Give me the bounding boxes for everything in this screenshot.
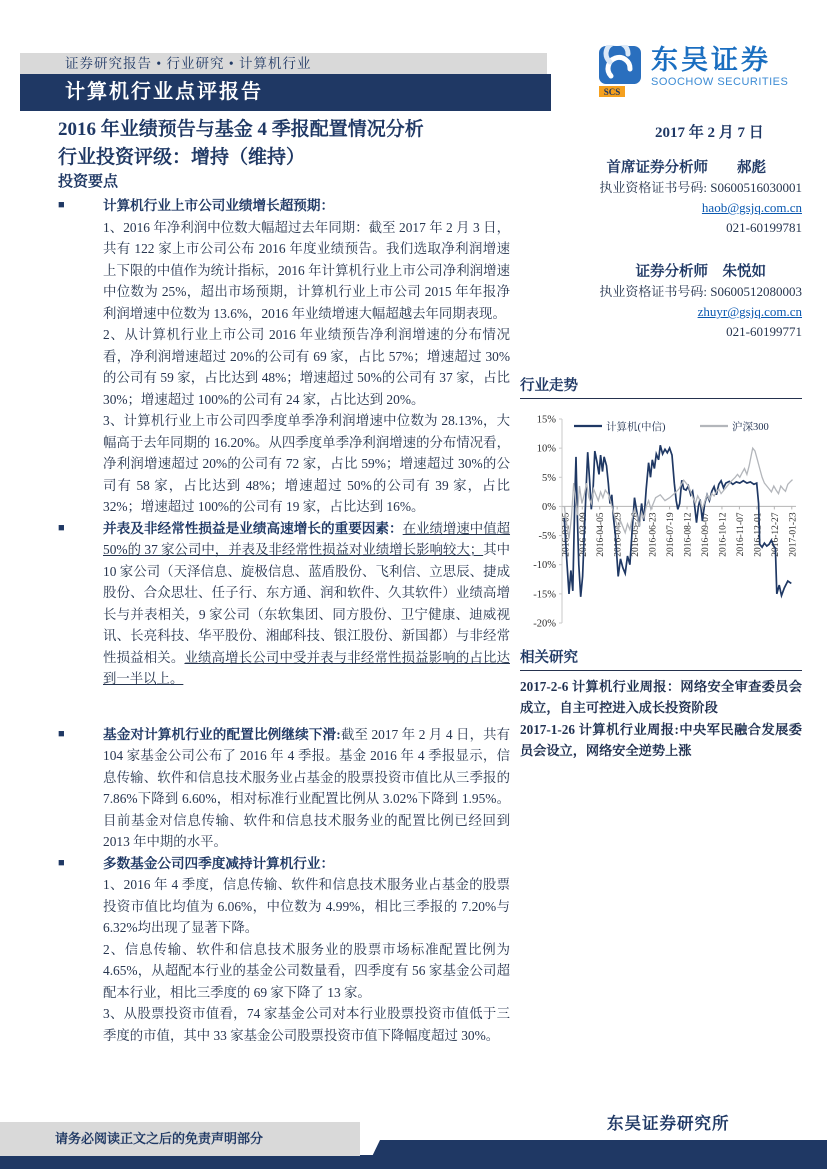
brand-name-cn: 东吴证券	[651, 45, 771, 75]
bullet-square-icon: ■	[58, 727, 65, 740]
analyst-phone: 021-60199781	[726, 220, 802, 235]
paragraph: 2、从计算机行业上市公司 2016 年业绩预告净利润增速的分布情况看，净利润增速超过 20%的公司有 69 家，占比 57%；增速超过 30%的公司有 59 家，占比达到 48%；增速超过 50%的公司有 37 家，占比 30%；增速超过 100%的公司有 24 家，占比达到 20%。	[103, 327, 510, 407]
key-points-heading: 投资要点	[58, 174, 119, 190]
svg-text:2016-12-01: 2016-12-01	[753, 512, 764, 557]
svg-text:15%: 15%	[536, 414, 556, 426]
svg-text:-5%: -5%	[538, 531, 556, 543]
analyst-block-2	[520, 262, 802, 342]
brand-name-en: SOOCHOW SECURITIES	[651, 76, 789, 88]
bullet-title: 计算机行业上市公司业绩增长超预期：	[103, 198, 335, 213]
svg-text:0%: 0%	[542, 501, 556, 513]
svg-text:2016-07-19: 2016-07-19	[666, 512, 677, 557]
underlined-text: 业绩高增长公司中受并表与非经常性损益影响的占比达到一半以上。	[103, 649, 510, 686]
svg-text:2017-01-23: 2017-01-23	[788, 512, 799, 557]
related-research-list	[520, 677, 802, 761]
paragraph: 1、2016 年净利润中位数大幅超过去年同期：截至 2017 年 2 月 3 日，共有 122 家上市公司公布 2016 年度业绩预告。我们选取净利润增速上下限的中值作为统计指标，2016 年计算机行业上市公司净利润增速中位数为 25%，超出市场预期，计算机行业上市公司 2015 年年报净利润增速中位数为 13.6%，2016 年业绩增速大幅超越去年同期表现。	[103, 219, 510, 321]
svg-text:2016-04-29: 2016-04-29	[613, 512, 624, 557]
industry-trend-chart	[520, 405, 802, 636]
body-text: 其中 10 家公司（天泽信息、旋极信息、蓝盾股份、飞利信、立思辰、捷成股份、合众思壮、任子行、东方通、润和软件、久其软件）业绩高增长与并表相关，9 家公司（东软集团、同方股份、卫宁健康、迪威视讯、长亮科技、华平股份、湘邮科技、银江股份、新国都）与非经常性损益相关。	[103, 542, 510, 665]
report-title	[58, 116, 528, 172]
svg-text:-15%: -15%	[533, 589, 556, 601]
analyst-email	[520, 198, 802, 218]
svg-text:2016-11-07: 2016-11-07	[735, 512, 746, 557]
research-institute-label: 东吴证券研究所	[607, 1114, 730, 1133]
paragraph: 3、从股票投资市值看，74 家基金公司对本行业股票投资市值低于三季度的市值，其中 33 家基金公司股票投资市值下降幅度超过 30%。	[103, 1006, 510, 1043]
svg-text:2016-05-26: 2016-05-26	[631, 512, 642, 557]
bullet-earnings-growth	[58, 195, 510, 518]
svg-text:计算机(中信): 计算机(中信)	[606, 422, 666, 433]
svg-text:2016-03-09: 2016-03-09	[578, 512, 589, 557]
body-text: 截至 2017 年 2 月 4 日，共有 104 家基金公司公布了 2016 年 4 季报。基金 2016 年 4 季报显示，信息传输、软件和信息技术服务业占基金的股票投资市值比从三季报的 7.86%下降到 6.60%，相对标准行业配置比例从 3.02%下降到 1.95%。目前基金对信息传输、软件和信息技术服务业的配置比例已经回到 2013 年中期的水平。	[103, 726, 510, 849]
bullet-square-icon: ■	[58, 521, 65, 534]
analyst-cert: 执业资格证书号码: S0600512080003	[599, 284, 802, 299]
report-category-bar	[20, 74, 551, 111]
industry-trend-heading: 行业走势	[520, 374, 802, 399]
underlined-text: 在业绩增速中值超 50%的 37 家公司中，并表及非经常性损益对业绩增长影响较大；	[103, 520, 511, 557]
trend-chart-svg	[520, 405, 802, 631]
svg-text:2016-02-05: 2016-02-05	[561, 512, 572, 557]
svg-text:2016-10-12: 2016-10-12	[718, 512, 729, 557]
analyst-role-name: 证券分析师 朱悦如	[635, 264, 766, 280]
analyst-cert: 执业资格证书号码: S0600516030001	[599, 180, 802, 195]
related-research-item[interactable]: 2017-2-6 计算机行业周报：网络安全审查委员会成立，自主可控进入成长投资阶段	[520, 679, 802, 715]
bullet-title: 基金对计算机行业的配置比例继续下滑:	[103, 726, 341, 742]
svg-text:2016-06-23: 2016-06-23	[648, 512, 659, 557]
bullet-fund-allocation	[58, 724, 510, 853]
report-type-text: 证券研究报告 • 行业研究 • 计算机行业	[65, 56, 312, 71]
bullet-title: 并表及非经常性损益是业绩高速增长的重要因素：	[103, 520, 403, 536]
svg-text:-10%: -10%	[533, 560, 556, 572]
report-title-line1: 2016 年业绩预告与基金 4 季报配置情况分析	[58, 119, 424, 140]
bullet-fund-reduction	[58, 853, 510, 1047]
sidebar-column	[520, 158, 802, 763]
report-date: 2017 年 2 月 7 日	[655, 125, 764, 141]
paragraph: 2、信息传输、软件和信息技术服务业的股票市场标准配置比例为 4.65%，从超配本行业的基金公司数量看，四季度有 56 家基金公司超配本行业，相比三季度的 69 家下降了 13 家。	[103, 941, 510, 1000]
report-title-line2: 行业投资评级：增持（维持）	[58, 147, 306, 168]
svg-text:2016-08-12: 2016-08-12	[683, 512, 694, 557]
svg-text:2016-09-07: 2016-09-07	[700, 512, 711, 557]
soochow-logo-icon	[597, 45, 643, 99]
report-type-bar	[20, 53, 547, 74]
bullet-title: 多数基金公司四季度减持计算机行业：	[103, 855, 335, 871]
analyst-role-name: 首席证券分析师 郝彪	[606, 160, 766, 176]
bullet-merger-factors	[58, 518, 510, 690]
brand-text	[651, 45, 788, 89]
key-points-column	[58, 170, 510, 1046]
analyst-email-link[interactable]: zhuyr@gsjq.com.cn	[697, 304, 802, 319]
paragraph: 1、2016 年 4 季度，信息传输、软件和信息技术服务业占基金的股票投资市值比均值为 6.06%，中位数为 4.99%，相比三季报的 7.20%与 6.32%均出现了显著下降。	[103, 877, 510, 935]
analyst-phone: 021-60199771	[726, 324, 802, 339]
footer-bottom-bar	[0, 1155, 827, 1169]
disclaimer-notice: 请务必阅读正文之后的免责声明部分	[0, 1122, 360, 1156]
paragraph	[103, 518, 510, 690]
paragraph	[103, 724, 510, 853]
analyst-block-1	[520, 158, 802, 238]
brand-logo	[597, 45, 788, 99]
related-research-heading: 相关研究	[520, 646, 802, 671]
related-research-item[interactable]: 2017-1-26 计算机行业周报:中央军民融合发展委员会设立，网络安全逆势上涨	[520, 722, 802, 758]
svg-text:SCS: SCS	[603, 87, 621, 97]
svg-text:-20%: -20%	[533, 618, 556, 630]
report-category-text: 计算机行业点评报告	[65, 81, 263, 103]
svg-text:2016-04-05: 2016-04-05	[596, 512, 607, 557]
bullet-square-icon: ■	[58, 199, 65, 211]
paragraph: 3、计算机行业上市公司四季度单季净利润增速中位数为 28.13%，大幅高于去年同期的 16.20%。从四季度单季净利润增速的分布情况看，净利润增速超过 20%的公司有 72 家，占比 59%；增速超过 30%的公司有 58 家，占比达到 48%；增速超过 50%的公司有 39 家，占比 32%；增速超过 100%的公司有 19 家，占比达到 16%。	[103, 413, 510, 514]
svg-text:2016-12-27: 2016-12-27	[770, 512, 781, 557]
bullet-square-icon: ■	[58, 856, 65, 869]
analyst-email-link[interactable]: haob@gsjq.com.cn	[701, 200, 802, 215]
svg-text:10%: 10%	[536, 443, 556, 455]
svg-text:5%: 5%	[542, 472, 556, 484]
analyst-email	[520, 302, 802, 322]
svg-text:沪深300: 沪深300	[732, 422, 769, 433]
